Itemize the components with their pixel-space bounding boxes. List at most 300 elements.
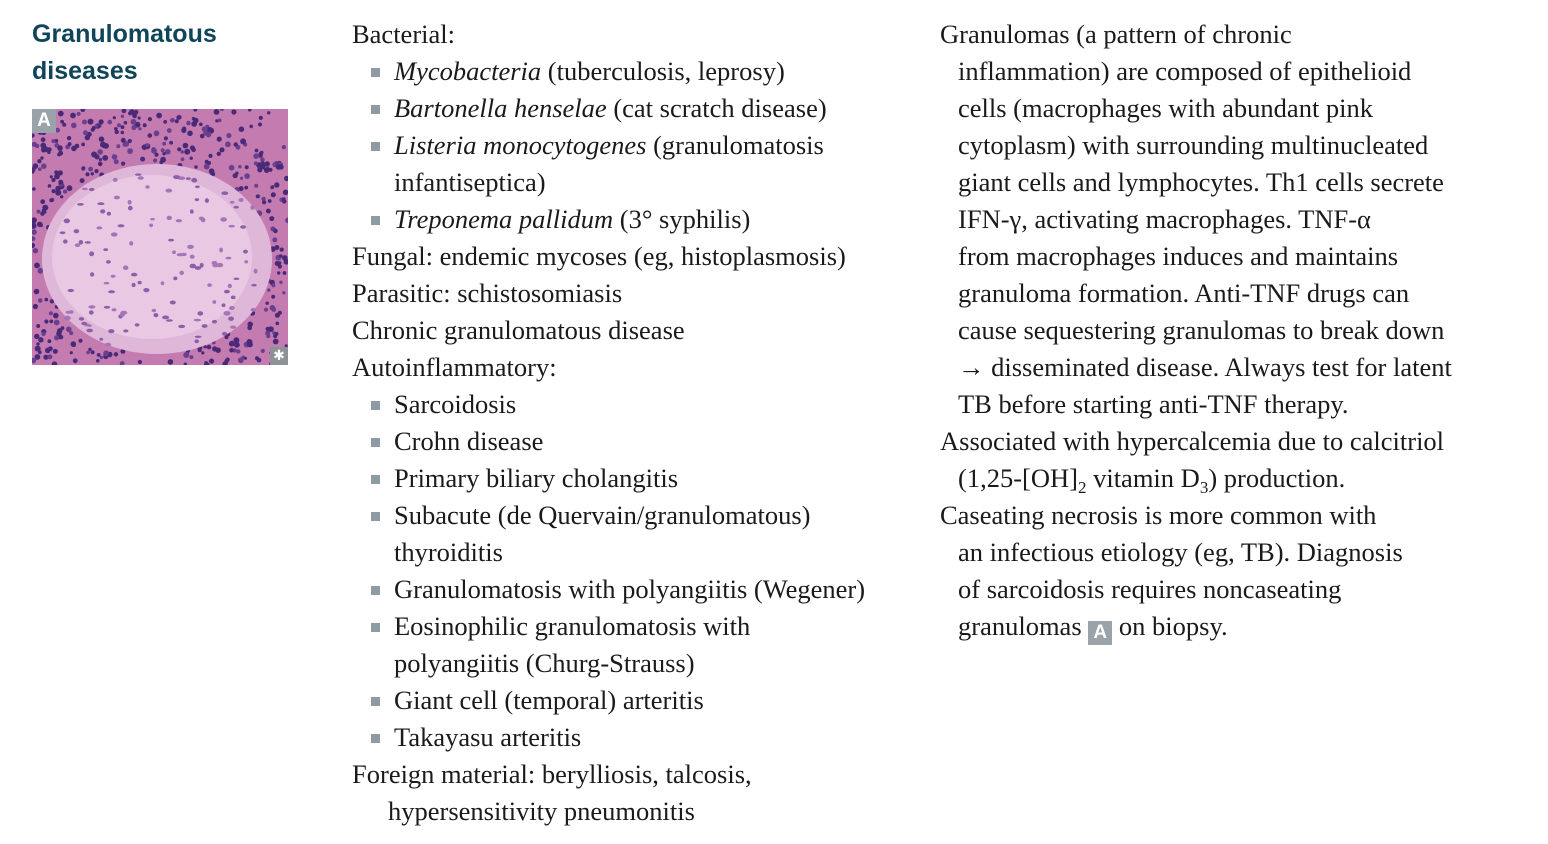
lymphocyte-nucleus [264,308,268,312]
epithelioid-nucleus [129,241,133,246]
lymphocyte-nucleus [38,268,44,274]
epithelioid-nucleus [108,329,114,333]
lymphocyte-nucleus [205,160,209,164]
figure-reference-a: A [1088,621,1112,645]
lymphocyte-nucleus [229,348,234,353]
lymphocyte-nucleus [39,224,43,228]
lymphocyte-nucleus [99,136,105,142]
lymphocyte-nucleus [51,178,55,182]
epithelioid-nucleus [107,212,111,216]
epithelioid-nucleus [239,198,244,202]
lymphocyte-nucleus [79,339,83,343]
epithelioid-nucleus [105,343,111,347]
lymphocyte-nucleus [37,159,41,163]
lymphocyte-nucleus [83,130,88,135]
lymphocyte-nucleus [114,159,119,164]
list-item-continuation: infantiseptica) [394,167,546,197]
epithelioid-nucleus [120,313,125,317]
lymphocyte-nucleus [272,307,277,312]
lymphocyte-nucleus [279,254,283,258]
lymphocyte-nucleus [269,216,274,221]
lymphocyte-nucleus [100,356,103,359]
lymphocyte-nucleus [121,125,125,129]
lymphocyte-nucleus [278,261,281,264]
epithelioid-nucleus [195,339,199,343]
lymphocyte-nucleus [201,351,204,354]
formula-part: ) production. [1208,463,1346,493]
lymphocyte-nucleus [140,157,145,162]
list-item-listeria [352,127,932,164]
lymphocyte-nucleus [38,167,42,171]
lymphocyte-nucleus [206,132,212,138]
lymphocyte-nucleus [219,147,224,152]
epithelioid-nucleus [178,325,185,328]
epithelioid-nucleus [81,322,87,325]
heading-line-1: Granulomatous [32,20,217,48]
lymphocyte-nucleus [226,133,231,138]
lymphocyte-nucleus [66,327,72,333]
lymphocyte-nucleus [278,264,282,268]
lymphocyte-nucleus [81,167,85,171]
lymphocyte-nucleus [181,157,185,161]
lymphocyte-nucleus [271,283,275,287]
epithelioid-nucleus [186,177,191,180]
list-item-mycobacteria [352,53,932,90]
disease-text: (cat scratch disease) [606,93,827,123]
list-item-sarcoidosis: Sarcoidosis [352,386,932,423]
lymphocyte-nucleus [271,192,276,197]
epithelioid-nucleus [181,253,187,256]
epithelioid-nucleus [118,224,125,227]
epithelioid-nucleus [205,198,209,203]
lymphocyte-nucleus [260,157,265,162]
epithelioid-nucleus [68,289,74,292]
lymphocyte-nucleus [96,359,100,363]
lymphocyte-nucleus [34,263,40,269]
lymphocyte-nucleus [100,142,106,148]
organism-name: Bartonella henselae [394,93,607,123]
lymphocyte-nucleus [257,167,262,172]
foreign-material-line: Foreign material: berylliosis, talcosis, [352,759,752,789]
disease-text: (granulomatosis [646,130,824,160]
text-part: on biopsy. [1112,611,1228,641]
epithelioid-nucleus [190,209,194,213]
lymphocyte-nucleus [214,109,220,115]
list-item-takayasu: Takayasu arteritis [352,719,932,756]
lymphocyte-nucleus [51,139,55,143]
lymphocyte-nucleus [117,123,121,127]
lymphocyte-nucleus [167,129,171,133]
epithelioid-nucleus [64,316,71,321]
epithelioid-nucleus [240,225,246,228]
epithelioid-nucleus [212,300,216,304]
lymphocyte-nucleus [267,111,270,114]
lymphocyte-nucleus [225,141,231,147]
epithelioid-nucleus [224,290,230,294]
lymphocyte-nucleus [49,198,53,202]
autoinflammatory-label: Autoinflammatory: [352,352,557,382]
lymphocyte-nucleus [60,120,64,124]
lymphocyte-nucleus [54,174,60,180]
lymphocyte-nucleus [231,109,236,114]
paragraph-1-line: → disseminated disease. Always test for latent [958,352,1452,382]
lymphocyte-nucleus [268,168,272,172]
lymphocyte-nucleus [240,138,246,144]
lymphocyte-nucleus [138,360,142,364]
lymphocyte-nucleus [91,172,94,175]
epithelioid-nucleus [152,309,157,313]
lymphocyte-nucleus [272,237,277,242]
foreign-material-continuation: hypersensitivity pneumonitis [388,796,695,826]
epithelioid-nucleus [145,185,149,188]
lymphocyte-nucleus [133,111,136,114]
corner-star-icon: ✱ [270,347,288,365]
lymphocyte-nucleus [116,144,120,148]
lymphocyte-nucleus [176,115,181,120]
lymphocyte-nucleus [124,121,128,125]
lymphocyte-nucleus [175,119,179,123]
lymphocyte-nucleus [88,167,93,172]
lymphocyte-nucleus [225,335,229,339]
lymphocyte-nucleus [187,131,193,137]
lymphocyte-nucleus [280,248,284,252]
lymphocyte-nucleus [181,150,184,153]
epithelioid-nucleus [135,173,141,175]
subscript-3: 3 [1199,478,1209,497]
lymphocyte-nucleus [131,119,137,125]
epithelioid-nucleus [74,229,80,233]
lymphocyte-nucleus [108,120,113,125]
list-item-egpa: Eosinophilic granulomatosis with [352,608,932,645]
lymphocyte-nucleus [94,169,98,173]
lymphocyte-nucleus [88,119,94,125]
lymphocyte-nucleus [169,141,173,145]
lymphocyte-nucleus [256,195,260,199]
organism-name: Listeria monocytogenes [394,130,647,160]
lymphocyte-nucleus [127,148,133,154]
lymphocyte-nucleus [58,180,63,185]
lymphocyte-nucleus [38,298,43,303]
lymphocyte-nucleus [49,320,53,324]
causes-column [352,16,932,830]
lymphocyte-nucleus [183,143,189,149]
lymphocyte-nucleus [67,185,73,191]
lymphocyte-nucleus [190,145,195,150]
paragraph-3-line: of sarcoidosis requires noncaseating [958,574,1342,604]
lymphocyte-nucleus [249,125,253,129]
lymphocyte-nucleus [112,154,118,160]
lymphocyte-nucleus [121,115,124,118]
lymphocyte-nucleus [194,165,197,168]
paragraph-1-line: from macrophages induces and maintains [958,241,1399,271]
fungal-line: Fungal: endemic mycoses (eg, histoplasmosis) [352,241,846,271]
epithelioid-nucleus [77,203,84,206]
epithelioid-nucleus [112,308,117,311]
epithelioid-nucleus [223,311,230,316]
lymphocyte-nucleus [57,153,61,157]
lymphocyte-nucleus [265,161,270,166]
lymphocyte-nucleus [44,319,48,323]
epithelioid-nucleus [138,281,142,284]
epithelioid-nucleus [75,243,80,247]
epithelioid-nucleus [96,226,102,229]
epithelioid-nucleus [104,306,110,309]
lymphocyte-nucleus [42,209,45,212]
micrograph-image [32,109,288,365]
lymphocyte-nucleus [53,349,58,354]
lymphocyte-nucleus [184,149,190,155]
lymphocyte-nucleus [97,353,101,357]
lymphocyte-nucleus [208,154,212,158]
lymphocyte-nucleus [239,126,245,132]
epithelioid-nucleus [90,272,94,276]
lymphocyte-nucleus [204,361,207,364]
epithelioid-nucleus [212,320,217,324]
lymphocyte-nucleus [236,349,240,353]
lymphocyte-nucleus [238,357,244,363]
lymphocyte-nucleus [271,295,275,299]
lymphocyte-nucleus [94,154,99,159]
lymphocyte-nucleus [57,328,62,333]
paragraph-1-line: TB before starting anti-TNF therapy. [958,389,1349,419]
lymphocyte-nucleus [114,127,118,131]
lymphocyte-nucleus [54,320,60,326]
lymphocyte-nucleus [85,172,89,176]
lymphocyte-nucleus [63,189,67,193]
lymphocyte-nucleus [68,142,72,146]
epithelioid-nucleus [179,271,184,275]
epithelioid-nucleus [176,219,182,222]
epithelioid-nucleus [135,323,140,326]
lymphocyte-nucleus [283,271,287,275]
lymphocyte-nucleus [273,229,278,234]
epithelioid-nucleus [79,317,84,321]
lymphocyte-nucleus [261,349,265,353]
epithelioid-nucleus [89,251,94,256]
epithelioid-nucleus [195,336,202,338]
subscript-2: 2 [1077,478,1087,497]
epithelioid-nucleus [106,260,111,264]
epithelioid-nucleus [201,218,206,223]
lymphocyte-nucleus [204,164,210,170]
lymphocyte-nucleus [41,163,47,169]
epithelioid-nucleus [219,248,223,253]
epithelioid-nucleus [103,248,108,251]
paragraph-3-last-line [940,608,1530,645]
lymphocyte-nucleus [36,324,40,328]
list-item-crohn: Crohn disease [352,423,932,460]
lymphocyte-nucleus [73,358,78,363]
lymphocyte-nucleus [276,322,280,326]
lymphocyte-nucleus [41,332,45,336]
paragraph-2-formula-line [940,460,1530,497]
lymphocyte-nucleus [102,155,108,161]
epithelioid-nucleus [228,317,234,321]
epithelioid-nucleus [111,232,118,236]
epithelioid-nucleus [123,265,128,270]
lymphocyte-nucleus [268,326,274,332]
paragraph-1-line: giant cells and lymphocytes. Th1 cells secrete [958,167,1444,197]
epithelioid-nucleus [191,178,197,183]
lymphocyte-nucleus [177,147,181,151]
epithelioid-nucleus [187,245,194,249]
lymphocyte-nucleus [181,128,186,133]
lymphocyte-nucleus [271,185,274,188]
epithelioid-nucleus [123,329,128,332]
epithelioid-nucleus [108,290,115,293]
lymphocyte-nucleus [40,212,44,216]
lymphocyte-nucleus [279,281,282,284]
lymphocyte-nucleus [55,190,61,196]
epithelioid-nucleus [195,186,200,189]
epithelioid-nucleus [221,191,228,195]
lymphocyte-nucleus [199,123,203,127]
lymphocyte-nucleus [274,182,279,187]
epithelioid-nucleus [88,305,95,308]
lymphocyte-nucleus [154,130,160,136]
epithelioid-nucleus [162,316,169,320]
lymphocyte-nucleus [86,351,90,355]
lymphocyte-nucleus [45,348,51,354]
paragraph-1-line: inflammation) are composed of epithelioid [958,56,1412,86]
organism-name: Treponema pallidum [394,204,614,234]
lymphocyte-nucleus [275,332,279,336]
lymphocyte-nucleus [170,118,174,122]
figure-label-a: A [32,109,56,133]
lymphocyte-nucleus [80,178,85,183]
section-heading [32,16,302,90]
lymphocyte-nucleus [88,348,91,351]
list-item-gpa: Granulomatosis with polyangiitis (Wegener) [352,571,932,608]
lymphocyte-nucleus [162,142,166,146]
lymphocyte-nucleus [37,210,41,214]
lymphocyte-nucleus [99,119,104,124]
lymphocyte-nucleus [35,346,41,352]
list-item-continuation: polyangiitis (Churg-Strauss) [394,648,695,678]
epithelioid-nucleus [111,275,116,278]
lymphocyte-nucleus [238,165,241,168]
lymphocyte-nucleus [62,123,66,127]
lymphocyte-nucleus [162,152,165,155]
epithelioid-nucleus [231,296,236,300]
epithelioid-nucleus [173,175,180,179]
lymphocyte-nucleus [189,355,193,359]
epithelioid-nucleus [173,277,177,281]
epithelioid-nucleus [149,224,153,228]
list-item-thyroiditis: Subacute (de Quervain/granulomatous) [352,497,932,534]
list-item-treponema [352,201,932,238]
lymphocyte-nucleus [282,199,286,203]
epithelioid-nucleus [251,308,256,312]
lymphocyte-nucleus [165,149,171,155]
paragraph-1-line: IFN-γ, activating macrophages. TNF-α [958,204,1371,234]
epithelioid-nucleus [132,283,136,287]
epithelioid-nucleus [166,189,173,193]
epithelioid-nucleus [233,206,239,209]
epithelioid-nucleus [195,198,199,201]
lymphocyte-nucleus [70,113,76,119]
lymphocyte-nucleus [148,133,153,138]
epithelioid-nucleus [212,263,218,267]
lymphocyte-nucleus [40,156,43,159]
lymphocyte-nucleus [247,325,252,330]
epithelioid-nucleus [143,288,149,292]
lymphocyte-nucleus [60,195,63,198]
epithelioid-nucleus [200,263,204,268]
lymphocyte-nucleus [260,151,264,155]
lymphocyte-nucleus [82,120,87,125]
lymphocyte-nucleus [217,137,222,142]
epithelioid-nucleus [222,303,226,307]
lymphocyte-nucleus [38,337,43,342]
paragraph-3-line: an infectious etiology (eg, TB). Diagnosis [958,537,1403,567]
lymphocyte-nucleus [40,199,45,204]
lymphocyte-nucleus [254,184,258,188]
lymphocyte-nucleus [138,116,141,119]
epithelioid-nucleus [243,250,248,254]
heading-line-2: diseases [32,57,138,85]
lymphocyte-nucleus [145,143,149,147]
lymphocyte-nucleus [85,135,90,140]
lymphocyte-nucleus [234,142,238,146]
lymphocyte-nucleus [36,342,39,345]
lymphocyte-nucleus [168,359,174,365]
lymphocyte-nucleus [244,186,248,190]
lymphocyte-nucleus [244,357,247,360]
epithelioid-nucleus [168,239,174,242]
epithelioid-nucleus [194,319,201,322]
epithelioid-nucleus [89,188,95,191]
lymphocyte-nucleus [34,289,40,295]
epithelioid-nucleus [190,255,195,259]
lymphocyte-nucleus [233,173,238,178]
lymphocyte-nucleus [244,173,250,179]
lymphocyte-nucleus [207,345,212,350]
lymphocyte-nucleus [70,351,73,354]
epithelioid-nucleus [104,282,110,285]
lymphocyte-nucleus [268,199,272,203]
lymphocyte-nucleus [276,164,282,170]
lymphocyte-nucleus [33,163,39,169]
lymphocyte-nucleus [143,123,147,127]
lymphocyte-nucleus [266,302,269,305]
lymphocyte-nucleus [190,157,193,160]
epithelioid-nucleus [202,324,208,328]
epithelioid-nucleus [128,206,133,211]
list-item-bartonella [352,90,932,127]
granuloma-core [52,175,252,339]
lymphocyte-nucleus [156,113,162,119]
cgd-line: Chronic granulomatous disease [352,315,685,345]
lymphocyte-nucleus [59,335,64,340]
lymphocyte-nucleus [255,149,259,153]
epithelioid-nucleus [230,326,236,329]
lymphocyte-nucleus [121,162,125,166]
lymphocyte-nucleus [192,117,196,121]
paragraph-1-line: granuloma formation. Anti-TNF drugs can [958,278,1410,308]
epithelioid-nucleus [85,241,91,244]
epithelioid-nucleus [131,273,137,277]
epithelioid-nucleus [250,206,254,210]
paragraph-1-line: cells (macrophages with abundant pink [958,93,1374,123]
lymphocyte-nucleus [67,136,71,140]
lymphocyte-nucleus [40,143,46,149]
lymphocyte-nucleus [71,341,77,347]
epithelioid-nucleus [100,209,105,213]
epithelioid-nucleus [86,329,93,333]
text-part: granulomas [958,611,1089,641]
lymphocyte-nucleus [259,116,263,120]
